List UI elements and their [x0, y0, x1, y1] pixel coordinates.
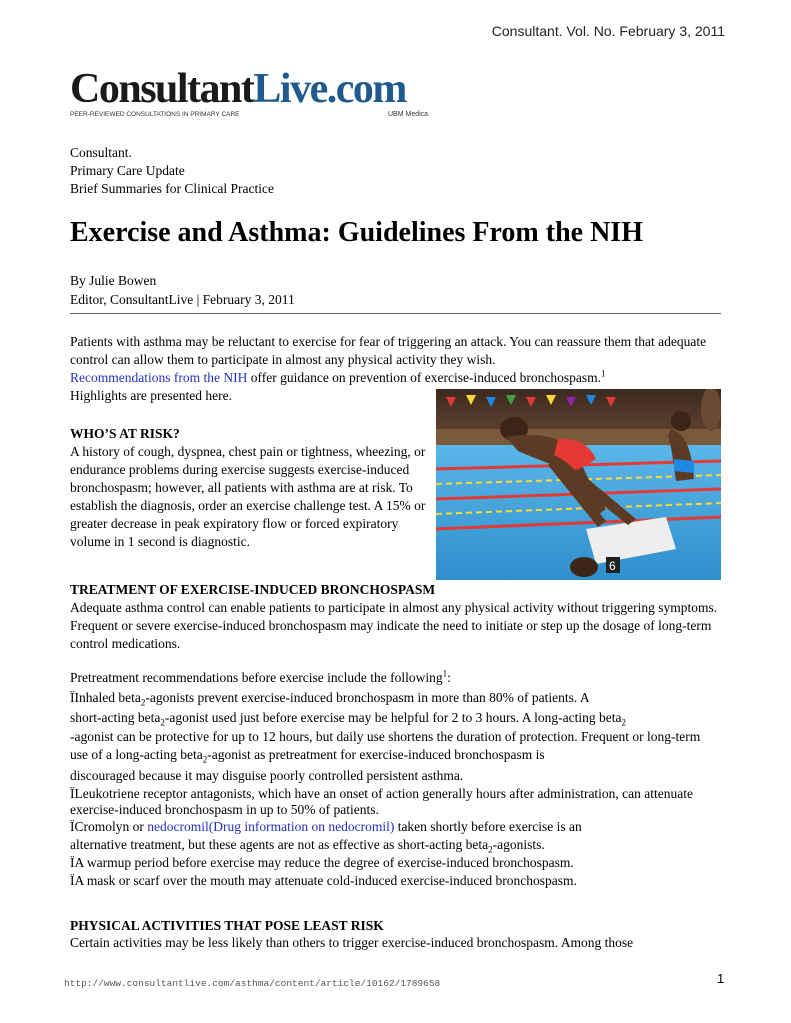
activities-heading: PHYSICAL ACTIVITIES THAT POSE LEAST RISK	[70, 918, 384, 933]
intro-text: Patients with asthma may be reluctant to exercise for fear of triggering an attack. You can reassure them that adequate control can allow them to participate in almost any physical activity they wish.	[70, 334, 707, 367]
intro-end: Highlights are presented here.	[70, 388, 232, 403]
list-item-beta-agonists	[70, 688, 721, 786]
list-item-warmup: ÏA warmup period before exercise may reduce the degree of exercise-induced bronchospasm.	[70, 855, 574, 870]
subscript: 2	[140, 697, 146, 708]
item-text: taken shortly before exercise is an	[394, 819, 582, 834]
intro-rest: offer guidance on prevention of exercise-induced bronchospasm.	[247, 370, 601, 385]
treatment-paragraph: Adequate asthma control can enable patients to participate in almost any physical activity without triggering symptoms. Frequent or severe exercise-induced bronchospasm may indicate the need to initiate or step up the dosage of long-term control medications.	[70, 600, 718, 651]
item-text: alternative treatment, but these agents are not as effective as short-acting beta	[70, 837, 489, 852]
meta-journal: Consultant.	[70, 145, 132, 160]
nedocromil-link[interactable]: nedocromil(Drug information on nedocromil)	[147, 819, 395, 834]
item-text: ÏInhaled beta	[70, 690, 141, 705]
risk-paragraph: A history of cough, dyspnea, chest pain or tightness, wheezing, or endurance problems during exercise suggests exercise-induced bronchospasm; however, all patients with asthma are at risk. To establish the diagnosis, order an exercise challenge test. A 15% or greater decrease in peak expiratory flow or forced expiratory volume in 1 second is diagnostic.	[70, 444, 426, 549]
item-text: -agonist as pretreatment for exercise-induced bronchospasm is	[207, 747, 545, 762]
pretreatment-ref: 1	[442, 668, 448, 679]
item-text: -agonist can be protective for up to 12 hours, but daily use shortens the duration of protection. Frequent or long-term use of a long-acting beta	[70, 729, 701, 762]
meta-block	[70, 144, 274, 198]
item-text: ÏCromolyn or	[70, 819, 148, 834]
pretreatment-colon: :	[447, 670, 451, 685]
editor-date: Editor, ConsultantLive | February 3, 2011	[70, 292, 295, 307]
subscript: 2	[621, 717, 626, 728]
nih-recommendations-link[interactable]: Recommendations from the NIH	[70, 370, 248, 385]
meta-subtitle: Brief Summaries for Clinical Practice	[70, 181, 274, 196]
activities-paragraph: Certain activities may be less likely than others to trigger exercise-induced bronchospasm. Among those	[70, 935, 634, 950]
journal-header: Consultant. Vol. No. February 3, 2011	[491, 23, 725, 39]
footer-url[interactable]: http://www.consultantlive.com/asthma/content/article/10162/1789658	[64, 978, 441, 989]
pretreatment-intro	[70, 668, 721, 688]
logo-name-part2: Live.com	[253, 66, 406, 112]
page-number: 1	[717, 971, 725, 986]
list-item-cromolyn	[70, 818, 721, 854]
subscript: 2	[488, 844, 493, 855]
treatment-heading: TREATMENT OF EXERCISE-INDUCED BRONCHOSPASM	[70, 582, 436, 597]
logo-publisher: UBM Medica	[388, 111, 429, 118]
item-text: discouraged because it may disguise poorly controlled persistent asthma.	[70, 768, 464, 783]
divider	[70, 313, 721, 314]
subscript: 2	[202, 754, 208, 765]
list-item-mask: ÏA mask or scarf over the mouth may attenuate cold-induced exercise-induced bronchospasm.	[70, 873, 577, 888]
logo-tagline: PEER-REVIEWED CONSULTATIONS IN PRIMARY CARE	[70, 111, 240, 118]
logo-name-part1: Consultant	[70, 66, 254, 112]
swimmer-photo	[436, 389, 721, 580]
byline	[70, 271, 295, 309]
list-item-leukotriene: ÏLeukotriene receptor antagonists, which have an onset of action generally hours after administration, can attenuate exercise-induced bronchospasm in up to 50% of patients.	[70, 786, 694, 817]
intro-ref: 1	[600, 368, 606, 379]
author: By Julie Bowen	[70, 273, 157, 288]
pretreatment-list	[70, 668, 721, 890]
item-text: -agonist used just before exercise may be helpful for 2 to 3 hours. A long-acting beta	[164, 710, 622, 725]
pretreatment-text: Pretreatment recommendations before exercise include the following	[70, 670, 443, 685]
site-logo[interactable]	[70, 66, 429, 118]
article-title: Exercise and Asthma: Guidelines From the NIH	[70, 217, 643, 248]
item-text: -agonists.	[492, 837, 545, 852]
risk-heading: WHO’S AT RISK?	[70, 426, 180, 441]
item-text: short-acting beta	[70, 710, 161, 725]
lane-number: 6	[609, 559, 616, 573]
item-text: -agonists prevent exercise-induced bronchospasm in more than 80% of patients. A	[145, 690, 590, 705]
meta-section: Primary Care Update	[70, 163, 185, 178]
subscript: 2	[160, 717, 165, 728]
